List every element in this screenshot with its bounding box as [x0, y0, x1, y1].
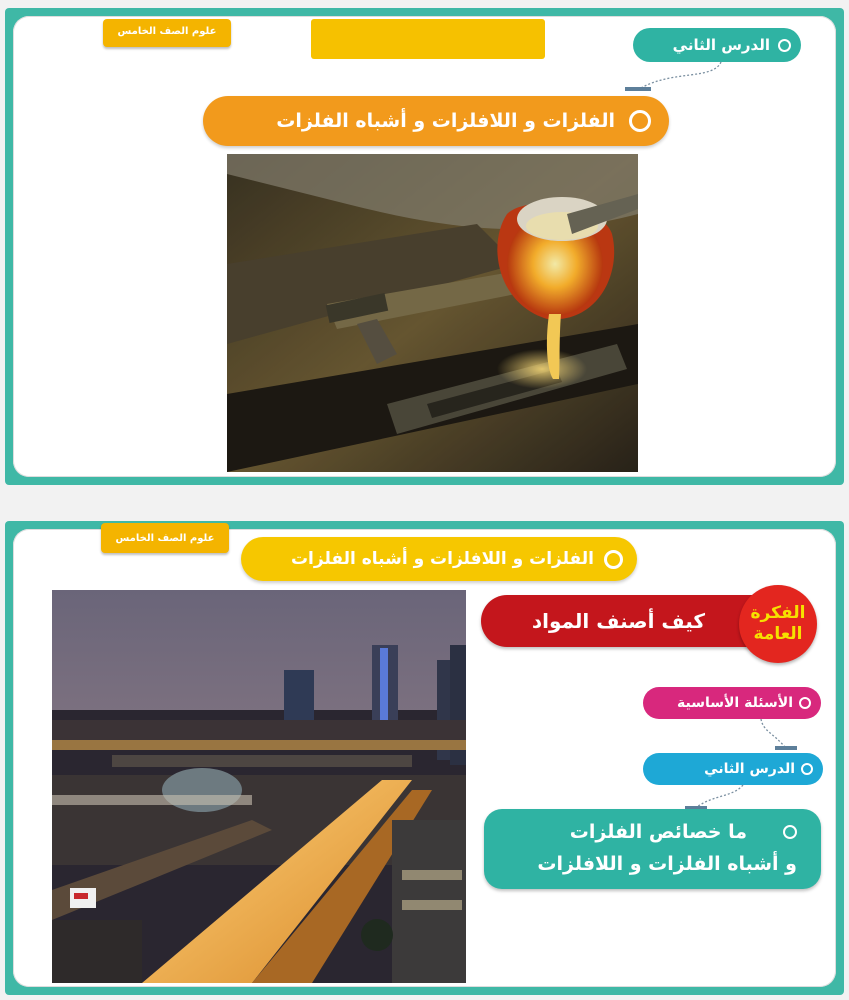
big-idea-text: كيف أصنف المواد — [531, 609, 705, 633]
slide-2-canvas — [13, 529, 836, 987]
slide-1-canvas — [13, 16, 836, 477]
bullet-circle-icon — [799, 697, 811, 709]
question-line-2: و أشباه الفلزات و اللافلزات — [537, 853, 797, 875]
lesson-title: الفلزات و اللافلزات و أشباه الفلزات — [290, 549, 594, 569]
question-line-1: ما خصائص الفلزات — [569, 821, 747, 843]
lesson-title-pill — [241, 537, 637, 581]
lesson-title: الفلزات و اللافلزات و أشباه الفلزات — [276, 110, 615, 132]
blank-yellow-tab — [311, 19, 545, 59]
grade-label-tab: علوم الصف الخامس — [101, 523, 229, 553]
city-night-photo — [52, 590, 466, 983]
lesson-title-pill — [203, 96, 669, 146]
essential-questions-label: الأسئلة الأساسية — [676, 695, 793, 711]
bullet-circle-icon — [604, 550, 623, 569]
lesson-question-box — [484, 809, 821, 889]
big-idea-banner — [481, 595, 765, 647]
bullet-circle-icon — [783, 825, 797, 839]
bullet-circle-icon — [629, 110, 651, 132]
lesson-pill — [643, 753, 823, 785]
molten-metal-photo — [227, 154, 638, 472]
big-idea-badge — [739, 585, 817, 663]
essential-questions-pill — [643, 687, 821, 719]
connector-line — [613, 60, 733, 94]
big-idea-badge-label: الفكرة العامة — [750, 603, 806, 644]
slide-1 — [5, 8, 844, 485]
bullet-circle-icon — [801, 763, 813, 775]
lesson-label: الدرس الثاني — [704, 761, 795, 777]
bullet-circle-icon — [778, 39, 791, 52]
grade-label-tab: علوم الصف الخامس — [103, 19, 231, 47]
connector-line — [753, 717, 813, 753]
lesson-label: الدرس الثاني — [672, 36, 770, 54]
lesson-pill — [633, 28, 801, 62]
slide-2 — [5, 521, 844, 995]
